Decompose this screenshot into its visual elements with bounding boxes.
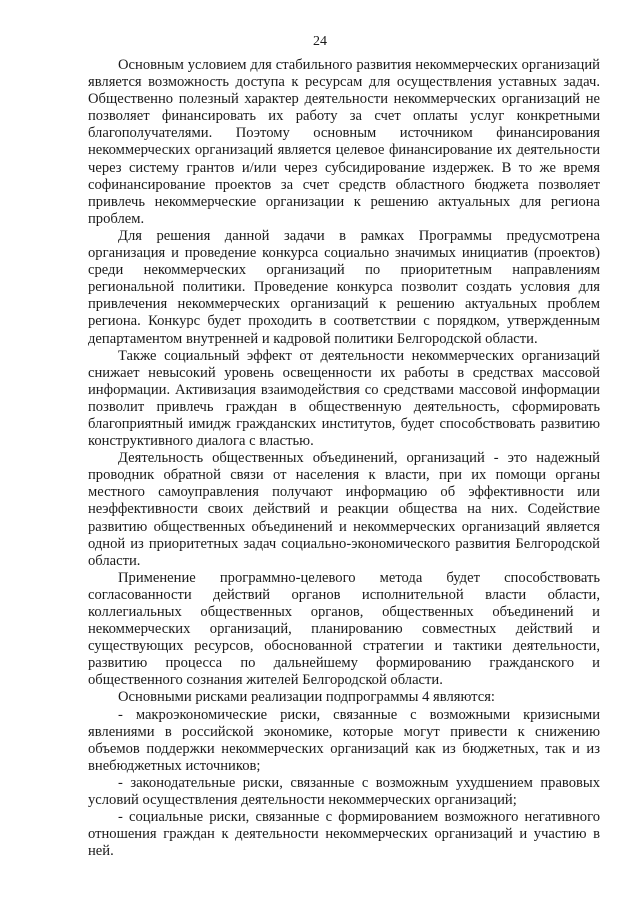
paragraph-grant-competition: Для решения данной задачи в рамках Программы предусмотрена организация и проведение конкурса социально значимых инициатив (проектов) среди некоммерческих организаций по приоритетным направлениям региональной политики. Проведение конкурса позволит создать условия для привлечения некоммерческих организаций к решению актуальных проблем региона. Конкурс будет проходить в соответствии с порядком, утвержденным департаментом внутренней и кадровой политики Белгородской области. bbox=[88, 227, 600, 347]
paragraph-feedback-channel: Деятельность общественных объединений, организаций - это надежный проводник обратной связи от населения к власти, при их помощи органы местного самоуправления получают информацию об эффективности или неэффективности своих действий и реакции общества на них. Содействие развитию общественных объединений и некоммерческих организаций является одной из приоритетных задач социально-экономического развития Белгородской области. bbox=[88, 450, 600, 569]
page-number: 24 bbox=[313, 34, 327, 49]
list-item-social-risks: - социальные риски, связанные с формированием возможного негативного отношения граждан к деятельности некоммерческих организаций и участию в ней. bbox=[88, 809, 600, 860]
paragraph-program-method: Применение программно-целевого метода будет способствовать согласованности действий органов исполнительной власти области, коллегиальных общественных органов, общественных объединений и некоммерческих организаций, планированию совместных действий и существующих ресурсов, обоснованной стратегии и тактики деятельности, развитию процесса по дальнейшему формированию гражданского и общественного сознания жителей Белгородской области. bbox=[88, 569, 600, 689]
list-item-macroeconomic-risks: - макроэкономические риски, связанные с возможными кризисными явлениями в российской экономике, которые могут привести к снижению объемов поддержки некоммерческих организаций как из бюджетных, так и из внебюджетных источников; bbox=[88, 706, 600, 774]
paragraph-risks-intro: Основными рисками реализации подпрограммы 4 являются: bbox=[118, 689, 495, 706]
paragraph-access-to-resources: Основным условием для стабильного развития некоммерческих организаций является возможность доступа к ресурсам для осуществления уставных задач. Общественно полезный характер деятельности некоммерческих организаций не позволяет финансировать их работу за счет оплаты услуг конкретными благополучателями. Поэтому основным источником финансирования некоммерческих организаций является целевое финансирование их деятельности через систему грантов и/или через субсидирование издержек. В то же время софинансирование проектов за счет средств областного бюджета позволяет привлечь некоммерческие организации к решению актуальных для региона проблем. bbox=[88, 57, 600, 227]
list-item-legislative-risks: - законодательные риски, связанные с возможным ухудшением правовых условий осуществления деятельности некоммерческих организаций; bbox=[88, 774, 600, 809]
document-body bbox=[88, 57, 600, 860]
paragraph-media-coverage: Также социальный эффект от деятельности некоммерческих организаций снижает невысокий уровень освещенности их работы в средствах массовой информации. Активизация взаимодействия со средствами массовой информации позволит привлечь граждан в общественную деятельность, сформировать благоприятный имидж гражданских институтов, будет способствовать развитию конструктивного диалога с властью. bbox=[88, 347, 600, 450]
